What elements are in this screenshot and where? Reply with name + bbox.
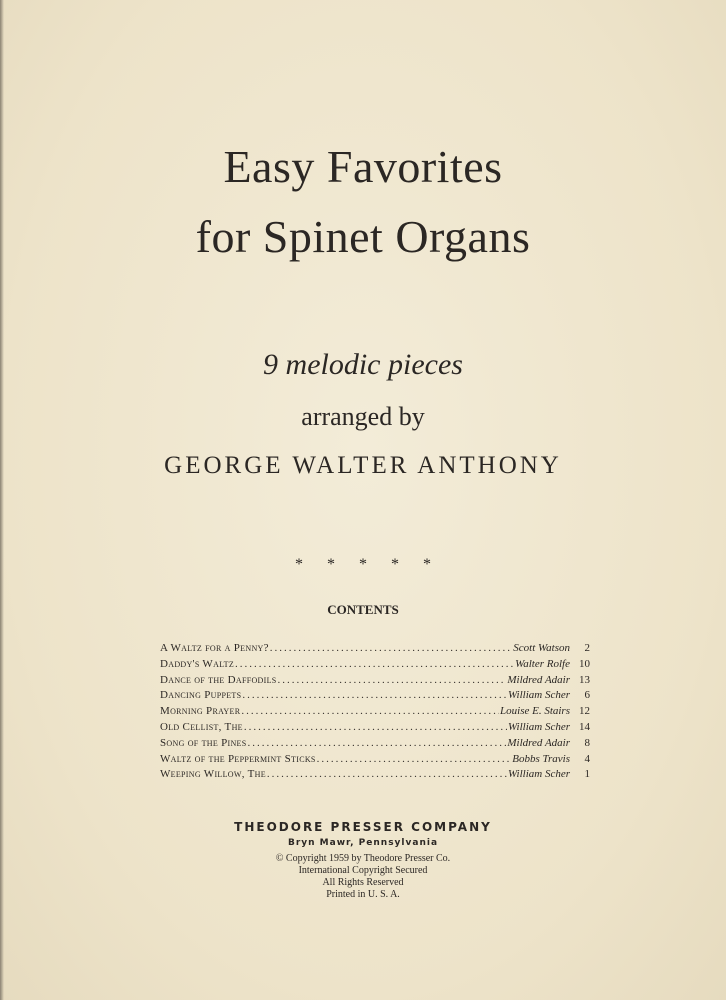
toc-author: Louise E. Stairs — [500, 705, 570, 718]
toc-title: Song of the Pines — [160, 736, 247, 749]
toc-title: Waltz of the Peppermint Sticks — [160, 752, 316, 765]
toc-page: 12 — [579, 705, 590, 718]
toc-row — [160, 658, 590, 674]
separator-stars: * * * * * — [295, 556, 431, 573]
toc-author: William Scher — [507, 720, 570, 733]
publisher-location: Bryn Mawr, Pennsylvania — [287, 838, 439, 848]
toc-row — [160, 768, 590, 784]
toc-title: Daddy's Waltz — [160, 657, 235, 670]
toc-author: Walter Rolfe — [515, 657, 570, 670]
toc-title: A Waltz for a Penny? — [160, 642, 269, 654]
toc-author: William Scher — [507, 689, 570, 702]
international-copyright-line: International Copyright Secured — [298, 865, 428, 876]
copyright-notice — [0, 853, 726, 901]
arranged-by-label: arranged by — [301, 402, 425, 431]
toc-title: Old Cellist, The — [160, 720, 243, 733]
toc-leader — [244, 721, 507, 733]
toc-author: Mildred Adair — [507, 736, 570, 749]
toc-author: Mildred Adair — [507, 673, 570, 686]
toc-title: Dancing Puppets — [160, 689, 242, 702]
toc-author: William Scher — [507, 768, 570, 781]
contents-heading: CONTENTS — [327, 602, 399, 617]
title-line-2: for Spinet Organs — [195, 211, 531, 262]
toc-row — [160, 689, 590, 705]
title-line-1: Easy Favorites — [223, 141, 503, 192]
copyright-line: © Copyright 1959 by Theodore Presser Co. — [275, 853, 451, 864]
toc-leader — [241, 705, 499, 717]
toc-leader — [267, 768, 507, 780]
toc-row — [160, 737, 590, 753]
toc-row — [160, 674, 590, 690]
arranger-name: GEORGE WALTER ANTHONY — [164, 452, 562, 479]
toc-leader — [270, 642, 512, 654]
toc-leader — [235, 658, 514, 670]
toc-leader — [242, 689, 507, 701]
toc-title: Weeping Willow, The — [160, 768, 266, 781]
toc-page: 14 — [579, 720, 590, 733]
publisher-name: THEODORE PRESSER COMPANY — [234, 820, 492, 834]
toc-page: 2 — [584, 642, 590, 654]
toc-page: 8 — [584, 736, 590, 749]
toc-page: 4 — [584, 752, 590, 765]
toc-page: 1 — [584, 768, 590, 781]
toc-leader — [317, 753, 512, 765]
toc-title: Morning Prayer — [160, 705, 241, 718]
subtitle: 9 melodic pieces — [263, 348, 463, 381]
toc-leader — [278, 674, 507, 686]
toc-leader — [247, 737, 506, 749]
toc-page: 10 — [579, 657, 590, 670]
toc-page: 6 — [584, 689, 590, 702]
toc-row — [160, 721, 590, 737]
toc-page: 13 — [579, 673, 590, 686]
toc-row — [160, 705, 590, 721]
toc-row — [160, 753, 590, 769]
toc-author: Bobbs Travis — [512, 752, 570, 765]
toc-row — [160, 642, 590, 658]
printed-line: Printed in U. S. A. — [326, 889, 400, 900]
toc-title: Dance of the Daffodils — [160, 673, 277, 686]
rights-line: All Rights Reserved — [322, 877, 404, 888]
toc-author: Scott Watson — [513, 642, 570, 654]
table-of-contents — [160, 642, 590, 784]
